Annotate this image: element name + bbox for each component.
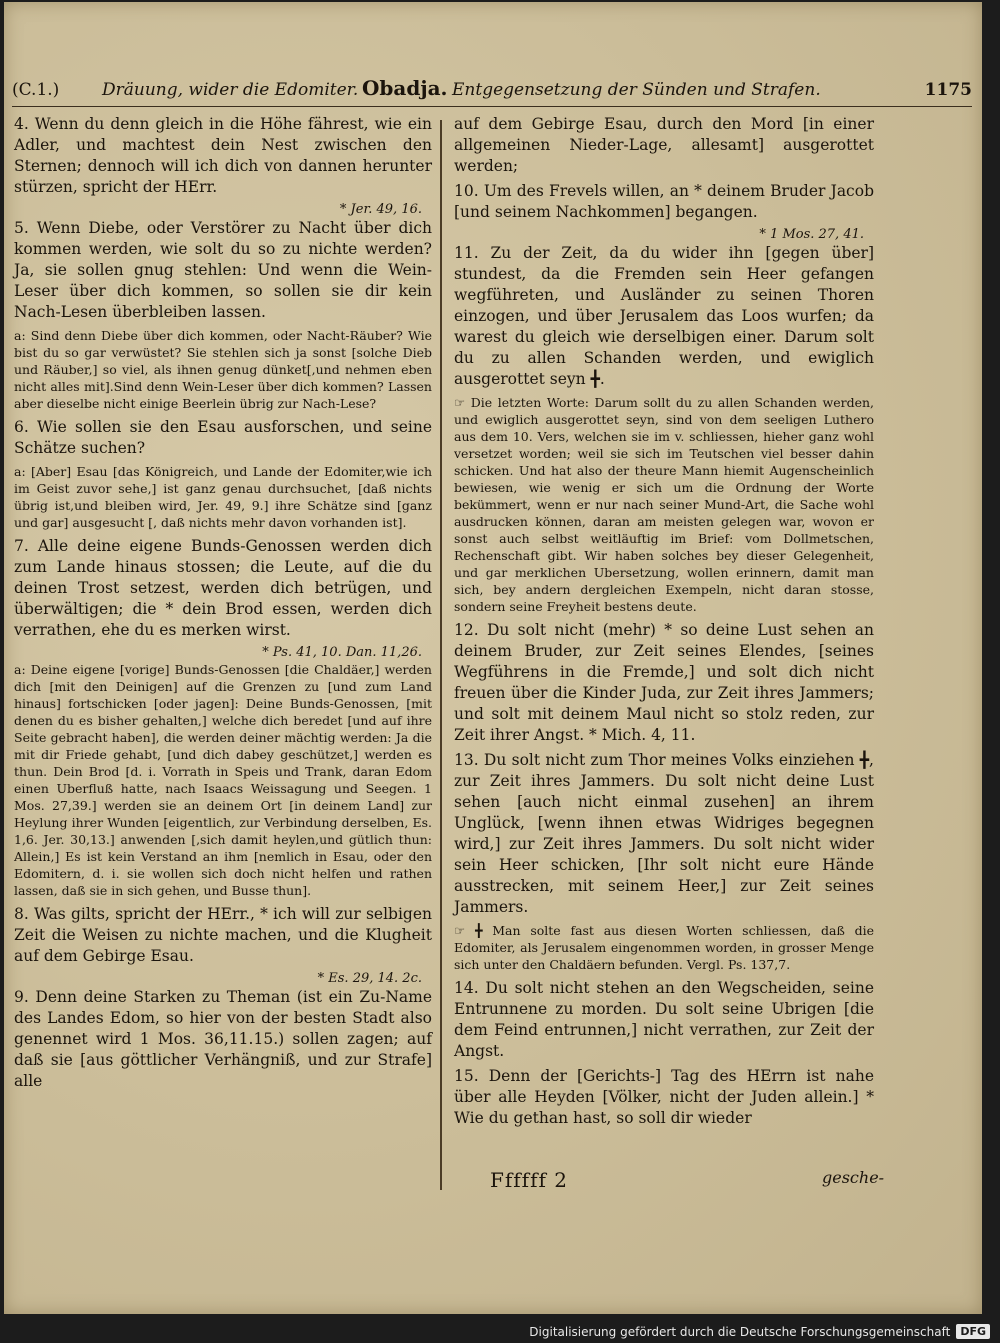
page-number: 1175: [924, 80, 972, 100]
commentary-note: a: Deine eigene [vorige] Bunds-Genossen [die Chaldäer,] werden dich [mit den Deinigen] auf die Grenzen zu [und zum Land hinaus] fortschicken [oder jagen]: Deine Bunds-Genossen, [mit denen du es bisher gehalten,] welche dich beredet [und auf ihre Seite gebracht haben], die werden deiner mächtig werden: Ja die mit dir Friede gehabt, [und dich dabey geschützet,] werden es thun. Dein Brod [d. i. Vorrath in Speis und Trank, daran Edom einen Uberfluß hatte, nach Isaacs Weissagung und Seegen. 1 Mos. 27,39.] werden sie an deinem Ort [in deinem Land] zur Heylung ihrer Wunden [eigentlich, zur Verbindung derselben, Es. 1,6. Jer. 30,13.] anwenden [,sich damit heylen,und gütlich thun: Allein,] Es ist kein Verstand an ihm [nemlich in Esau, oder den Edomitern, d. i. sie wollen sich doch nicht helfen und rathen lassen, daß sie in sich gehen, und Busse thun].: [14, 662, 432, 898]
commentary-note: ☞ Die letzten Worte: Darum sollt du zu allen Schanden werden, und ewiglich ausgerottet seyn, sind von dem seeligen Luthero aus dem 10. Vers, welchen sie im v. schliessen, hieher ganz wohl versetzet worden; weil sie sich im Teutschen viel besser dahin schicken. Und hat also der theure Mann hiemit Augenscheinlich bewiesen, wie wenig er sich um die Ordnung der Worte bekümmert, wenn er nur nach seiner Mund-Art, die Sache wohl ausdrucken können, daran am meisten gelegen war, wovon er sonst auch selbst weitläuftig im Brief: vom Dollmetschen, Rechenschaft gibt. Wir haben solches bey dieser Gelegenheit, und gar merklichen Ubersetzung, wollen erinnern, damit man sich, bey andern dergleichen Exempeln, nicht daran stosse, sondern seine Freyheit bestens deute.: [454, 395, 874, 614]
verse-paragraph: 9. Denn deine Starken zu Theman (ist ein Zu-Name des Landes Edom, so hier von der besten Stadt also genennet wird 1 Mos. 36,11.15.) sollen zagen; auf daß sie [aus göttlicher Verhängniß, und zur Strafe] alle: [14, 988, 432, 1090]
cross-reference: * Ps. 41, 10. Dan. 11,26.: [262, 645, 422, 660]
credit-text: Digitalisierung gefördert durch die Deutsche Forschungsgemeinschaft: [529, 1324, 951, 1339]
header-right-title: Entgegensetzung der Sünden und Strafen.: [452, 80, 821, 100]
commentary-note: ☞ ╋ Man solte fast aus diesen Worten schliessen, daß die Edomiter, als Jerusalem eingenommen worden, in grosser Menge sich unter den Chaldäern befunden. Vergl. Ps. 137,7.: [454, 923, 874, 972]
commentary-note: a: [Aber] Esau [das Königreich, und Lande der Edomiter,wie ich im Geist zuvor sehe,] ist ganz genau durchsuchet, [daß nichts übrig ist,und bleiben wird, Jer. 49, 9.] ihre Schätze sind [ganz und gar] ausgesucht [, daß nichts mehr davon vorhanden ist].: [14, 464, 432, 530]
book-page: [4, 2, 982, 1314]
verse-paragraph: 5. Wenn Diebe, oder Verstörer zu Nacht über dich kommen werden, wie solt du so zu nichte werden? Ja, sie sollen gnug stehlen: Und wenn die Wein-Leser über dich kommen, so sollen sie dir kein Nach-Lesen überbleiben lassen.: [14, 219, 432, 321]
catchword: gesche-: [822, 1168, 885, 1187]
cross-reference: * Es. 29, 14. 2c.: [317, 971, 422, 986]
right-column: [454, 114, 874, 1194]
verse-paragraph: 15. Denn der [Gerichts-] Tag des HErrn ist nahe über alle Heyden [Völker, nicht der Juden allein.] * Wie du gethan hast, so soll dir wieder: [454, 1067, 874, 1127]
verse-paragraph: 8. Was gilts, spricht der HErr., * ich will zur selbigen Zeit die Weisen zu nichte machen, und die Klugheit auf dem Gebirge Esau.: [14, 905, 432, 965]
verse-paragraph: 4. Wenn du denn gleich in die Höhe fährest, wie ein Adler, und machtest dein Nest zwischen den Sternen; dennoch will ich dich von dannen herunter stürzen, spricht der HErr.: [14, 115, 432, 196]
verse-paragraph: 12. Du solt nicht (mehr) * so deine Lust sehen an deinem Bruder, zur Zeit seines Elendes, [seines Wegführens in die Fremde,] und solt dich nicht freuen über die Kinder Juda, zur Zeit ihres Jammers; und solt mit deinem Maul nicht so stolz reden, zur Zeit ihrer Angst. * Mich. 4, 11.: [454, 621, 874, 744]
cross-reference: * 1 Mos. 27, 41.: [759, 227, 864, 242]
verse-paragraph: 11. Zu der Zeit, da du wider ihn [gegen über] stundest, da die Fremden sein Heer gefangen wegführeten, und Ausländer zu seinen Thoren einzogen, und über Jerusalem das Loos wurfen; da warest du gleich wie derselbigen einer. Darum solt du zu allen Schanden werden, und ewiglich ausgerottet seyn ╋.: [454, 244, 874, 388]
left-column: [14, 114, 432, 1194]
verse-paragraph: 7. Alle deine eigene Bunds-Genossen werden dich zum Lande hinaus stossen; die Leute, auf die du deinen Trost setzest, werden dich betrügen, und überwältigen; die * dein Brod essen, werden dich verrathen, ehe du es merken wirst.: [14, 537, 432, 639]
dfg-logo: DFG: [956, 1324, 990, 1339]
verse-paragraph: 6. Wie sollen sie den Esau ausforschen, und seine Schätze suchen?: [14, 418, 432, 457]
commentary-note: a: Sind denn Diebe über dich kommen, oder Nacht-Räuber? Wie bist du so gar verwüstet? Sie stehlen sich ja sonst [solche Dieb und Räuber,] so viel, als ihnen genug dünket[,und nehmen eben nicht alles mit].Sind denn Wein-Leser über dich kommen? Lassen aber dieselbe nicht einige Beerlein übrig zur Nach-Lese?: [14, 328, 432, 411]
verse-paragraph: auf dem Gebirge Esau, durch den Mord [in einer allgemeinen Nieder-Lage, allesamt] ausgerottet werden;: [454, 115, 874, 175]
column-divider: [440, 120, 442, 1190]
digitization-credit: [529, 1324, 990, 1339]
header-section-ref: (C.1.): [12, 80, 60, 100]
header-left-title: Dräuung, wider die Edomiter.: [102, 80, 359, 100]
verse-paragraph: 10. Um des Frevels willen, an * deinem Bruder Jacob [und seinem Nachkommen] begangen.: [454, 182, 874, 221]
signature-mark: Ffffff 2: [490, 1168, 568, 1192]
verse-paragraph: 14. Du solt nicht stehen an den Wegscheiden, seine Entrunnene zu morden. Du solt seine Ubrigen [die dem Feind entrunnen,] nicht verrathen, zur Zeit der Angst.: [454, 979, 874, 1060]
verse-paragraph: 13. Du solt nicht zum Thor meines Volks einziehen ╋, zur Zeit ihres Jammers. Du solt nicht deine Lust sehen [auch nicht einmal zusehen] an ihrem Unglück, [wenn ihnen etwas Widriges begegnen wird,] zur Zeit ihres Jammers. Du solt nicht wider sein Heer schicken, [Ihr solt nicht eure Hände ausstrecken, mit seinem Heer,] zur Zeit seines Jammers.: [454, 751, 874, 916]
running-header: [12, 76, 972, 107]
cross-reference: * Jer. 49, 16.: [339, 202, 422, 217]
header-book-title: Obadja.: [362, 76, 448, 100]
